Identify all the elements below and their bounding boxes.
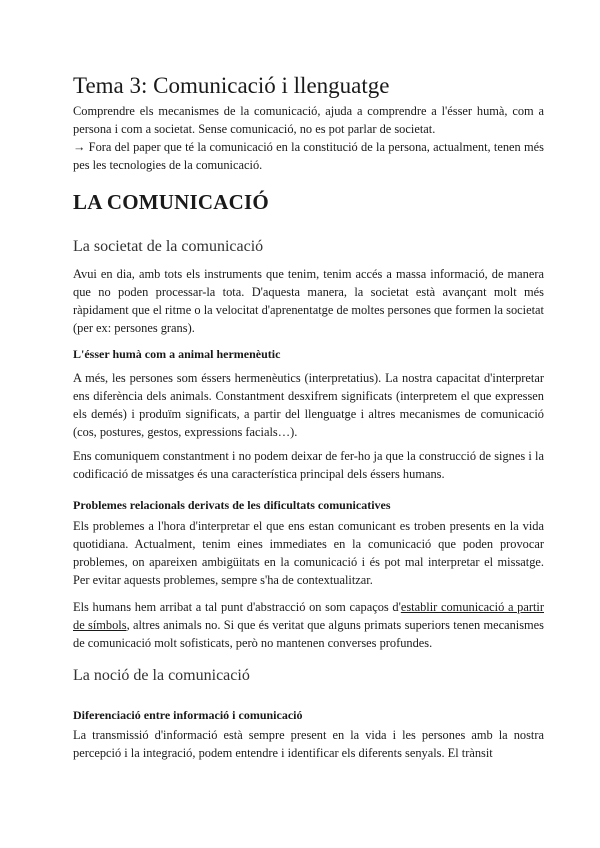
hermeneutic-paragraph-2: Ens comuniquem constantment i no podem deixar de fer-ho ja que la construcció de signes i la codificació de missatges és una característica principal dels éssers humans. [73,449,544,481]
document-title: Tema 3: Comunicació i llenguatge [73,73,390,98]
underlined-phrase: establir comunicació a partir de símbols [73,600,544,632]
heading-problemes: Problemes relacionals derivats de les dificultats comunicatives [73,498,391,512]
heading-diferenciacio: Diferenciació entre informació i comunicació [73,708,303,722]
problemes-paragraph-2-start: Els humans hem arribat a tal punt d'abstracció on som capaços d' [73,600,401,614]
section-heading-comunicacio: LA COMUNICACIÓ [73,190,269,214]
societat-paragraph: Avui en dia, amb tots els instruments que tenim, tenim accés a massa informació, de manera que no poden processar-la tota. D'aquesta manera, la societat està avançant molt més ràpidament que el ritme o la velocitat d'aprenentatge de moltes persones que formen la societat (per ex: persones grans). [73,267,544,335]
problemes-paragraph-2-end: , altres animals no. Si que és veritat que alguns primats superiors tenen mecanismes de comunicació molt sofisticats, però no mantenen converses profundes. [73,618,545,650]
intro-paragraph-1: Comprendre els mecanismes de la comunicació, ajuda a comprendre a l'ésser humà, com a persona i com a societat. Sense comunicació, no es pot parlar de societat. [73,104,544,136]
subsection-heading-societat: La societat de la comunicació [73,238,264,255]
problemes-paragraph-1: Els problemes a l'hora d'interpretar el que ens estan comunicant es troben presents en la vida quotidiana. Actualment, tenim eines immediates en la comunicació que poden provocar problemes, on apareixen ambigüitats en la comunicació i és pot mal interpretar el missatge. Per evitar aquests problemes, sempre s'ha de contextualitzar. [73,519,544,587]
problemes-paragraph-2 [73,598,544,652]
hermeneutic-paragraph-1: A més, les persones som éssers hermenèutics (interpretatius). La nostra capacitat d'interpretar ens diferència dels animals. Constantment desxifrem significats (interpretem el que expressen els demés) i produïm significats, a partir del llenguatge i altres mecanismes de comunicació (cos, postures, gestos, expressions facials…). [73,371,544,439]
intro-paragraph-2: → Fora del paper que té la comunicació en la constitució de la persona, actualment, tenen més pes les tecnologies de la comunicació. [73,140,544,172]
diferenciacio-paragraph: La transmissió d'informació està sempre present en la vida i les persones amb la nostra percepció i la integració, podem entendre i identificar els diferents senyals. El trànsit [73,728,544,760]
subsection-heading-nocio: La noció de la comunicació [73,667,250,684]
heading-hermeneutic: L'ésser humà com a animal hermenèutic [73,347,281,361]
